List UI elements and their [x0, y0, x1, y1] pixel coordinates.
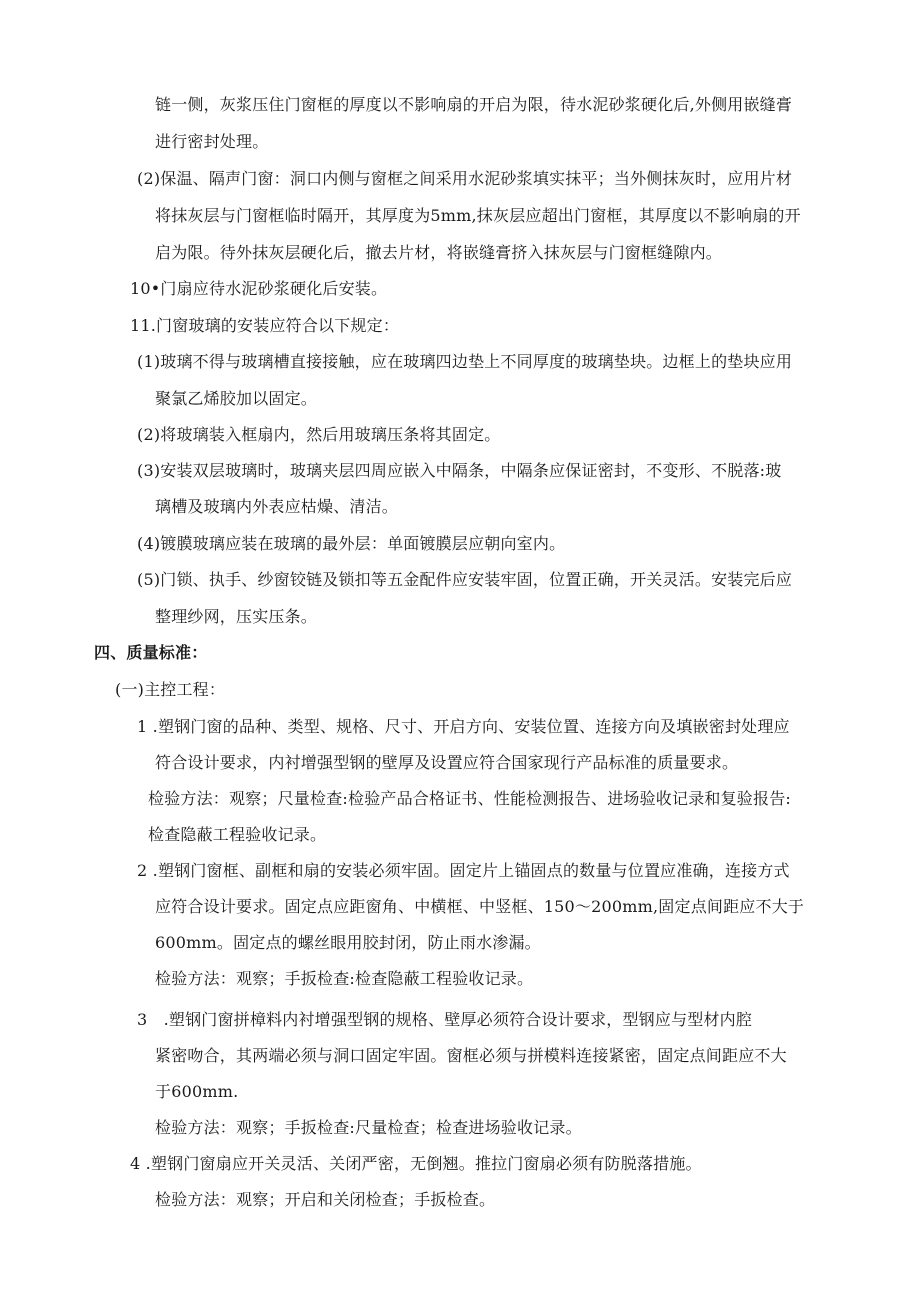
paragraph-line: 聚氯乙烯胶加以固定。 [155, 389, 318, 408]
paragraph-line: (4)镀膜玻璃应装在玻璃的最外层：单面镀膜层应朝向室内。 [137, 534, 566, 553]
paragraph-line: 将抹灰层与门窗框临时隔开，其厚度为5mm,抹灰层应超出门窗框，其厚度以不影响扇的开 [155, 206, 801, 225]
paragraph-line: 紧密吻合，其两端必须与洞口固定牢固。窗框必须与拼模料连接紧密，固定点间距应不大 [155, 1046, 787, 1065]
paragraph-line: 链一侧，灰浆压住门窗框的厚度以不影响扇的开启为限，待水泥砂浆硬化后,外侧用嵌缝膏 [155, 95, 793, 114]
paragraph-line: 11.门窗玻璃的安装应符合以下规定： [130, 316, 400, 335]
subsection-heading: (一)主控工程： [115, 680, 226, 699]
paragraph-line: (3)安装双层玻璃时，玻璃夹层四周应嵌入中隔条，中隔条应保证密封，不变形、不脱落:玻 [137, 461, 782, 480]
paragraph-line: 符合设计要求，内衬增强型钢的壁厚及设置应符合国家现行产品标准的质量要求。 [155, 753, 739, 772]
paragraph-line: (5)门锁、执手、纱窗铰链及锁扣等五金配件应安装牢固，位置正确，开关灵活。安装完后应 [137, 570, 793, 589]
paragraph-line: 应符合设计要求。固定点应距窗角、中横框、中竖框、150～200mm,固定点间距应不大于 [155, 897, 805, 916]
paragraph-line: (2)保温、隔声门窗：洞口内侧与窗框之间采用水泥砂浆填实抹平；当外侧抹灰时，应用片材 [137, 169, 793, 188]
paragraph-line: 璃槽及玻璃内外表应枯燥、清洁。 [155, 497, 399, 516]
paragraph-line: 于600mm. [155, 1082, 239, 1101]
paragraph-line: 检验方法：观察；尺量检查:检验产品合格证书、性能检测报告、进场验收记录和复验报告: [148, 789, 791, 808]
paragraph-line: 4 .塑钢门窗扇应开关灵活、关闭严密，无倒翘。推拉门窗扇必须有防脱落措施。 [130, 1154, 702, 1173]
paragraph-line: 检查隐蔽工程验收记录。 [148, 825, 327, 844]
paragraph-line: 1 .塑钢门窗的品种、类型、规格、尺寸、开启方向、安装位置、连接方向及填嵌密封处理应 [137, 717, 790, 736]
paragraph-line: 整理纱网，压实压条。 [155, 607, 318, 626]
paragraph-line: 检验方法：观察；手扳检查:尺量检查；检查进场验收记录。 [155, 1118, 582, 1137]
paragraph-line: (1)玻璃不得与玻璃槽直接接触，应在玻璃四边垫上不同厚度的玻璃垫块。边框上的垫块应用 [137, 352, 793, 371]
paragraph-line: 启为限。待外抹灰层硬化后，撤去片材，将嵌缝膏挤入抹灰层与门窗框缝隙内。 [155, 243, 723, 262]
paragraph-line: 2 .塑钢门窗框、副框和扇的安装必须牢固。固定片上锚固点的数量与位置应准确，连接方式 [137, 861, 790, 880]
section-heading: 四、质量标准： [94, 643, 208, 662]
paragraph-line: 600mm。固定点的螺丝眼用胶封闭，防止雨水渗漏。 [155, 933, 541, 952]
paragraph-line: 3 .塑钢门窗拼樟料内衬增强型钢的规格、壁厚必须符合设计要求，型钢应与型材内腔 [137, 1010, 753, 1029]
paragraph-line: 进行密封处理。 [155, 132, 269, 151]
paragraph-line: 检验方法：观察；开启和关闭检查；手扳检查。 [155, 1190, 496, 1209]
paragraph-line: 10•门扇应待水泥砂浆硬化后安装。 [130, 279, 388, 298]
paragraph-line: 检验方法：观察；手扳检查:检查隐蔽工程验收记录。 [155, 969, 534, 988]
paragraph-line: (2)将玻璃装入框扇内，然后用玻璃压条将其固定。 [137, 425, 501, 444]
